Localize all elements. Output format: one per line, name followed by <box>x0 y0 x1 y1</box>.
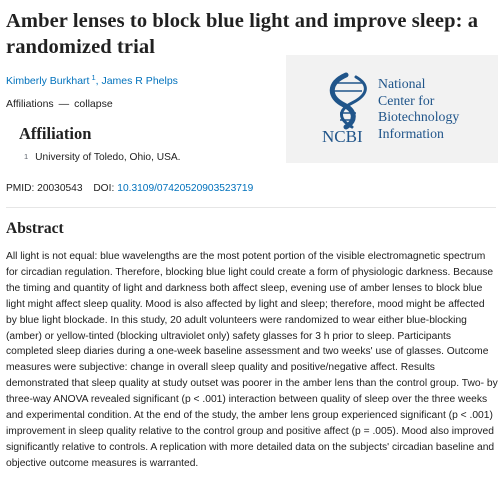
affiliation-item <box>24 152 181 163</box>
author-list: Kimberly Burkhart $^1$, James R Phelps <box>6 73 178 87</box>
abstract-heading: Abstract <box>6 220 64 237</box>
ncbi-logo-text: NCBI <box>322 127 363 143</box>
doi-link[interactable]: 10.3109/07420520903523719 <box>117 183 254 194</box>
affiliation-text: University of Toledo, Ohio, USA. <box>35 152 181 163</box>
ncbi-name-line: Information <box>378 125 444 141</box>
ncbi-name-line: National <box>378 76 426 91</box>
affiliation-number: 1 <box>24 152 29 161</box>
section-divider <box>6 207 496 208</box>
ncbi-logo-panel[interactable] <box>286 55 498 163</box>
ncbi-name-line: Center for <box>378 92 435 108</box>
ncbi-helix-icon <box>322 71 378 143</box>
affiliations-collapse-button[interactable]: collapse <box>74 98 113 110</box>
pmid-value: 20030543 <box>37 183 83 194</box>
doi-label: DOI: <box>93 183 115 194</box>
ncbi-name <box>378 76 459 142</box>
affiliations-separator: — <box>58 98 70 110</box>
affiliation-heading: Affiliation <box>19 124 92 143</box>
article-identifiers <box>6 183 253 194</box>
pmid-label: PMID: <box>6 183 35 194</box>
article-title: Amber lenses to block blue light and improve sleep: a randomized trial <box>6 10 479 58</box>
author-link-phelps[interactable]: James R Phelps <box>101 75 178 87</box>
author-affiliation-ref[interactable]: 1 <box>91 73 96 82</box>
abstract-text: All light is not equal: blue wavelengths are the most potent portion of the visible electromagnetic spectrum for circadian regulation. Therefore, blocking blue light could create a form of physiologic darkness. Because the timing and quantity of light and darkness both affect sleep, evening use of amber lenses to block blue light might affect sleep quality. Mood is also affected by light and sleep; therefore, mood might be affected by blue light blockade. In this study, 20 adult volunteers were randomized to wear either blue-blocking (amber) or yellow-tinted (blocking ultraviolet only) safety glasses for 3 h prior to sleep. Participants completed sleep diaries during a one-week baseline assessment and two weeks' use of glasses. Outcome measures were subjective: change in overall sleep quality and positive/negative affect. Results demonstrated that sleep quality at study outset was poorer in the amber lens than the control group. Two- by three-way ANOVA revealed significant (p < .001) interaction between quality of sleep over the three weeks and experimental condition. At the end of the study, the amber lens group experienced significant (p < .001) improvement in sleep quality relative to the control group and positive affect (p = .005). Mood also improved significantly relative to controls. A replication with more detailed data on the subjects' circadian baseline and objective outcome measures is warranted. <box>6 251 498 469</box>
affiliations-toggle-row <box>6 98 113 110</box>
ncbi-name-line: Biotechnology <box>378 109 460 124</box>
affiliations-label: Affiliations <box>6 98 54 110</box>
author-link-burkhart[interactable]: Kimberly Burkhart <box>6 75 90 87</box>
